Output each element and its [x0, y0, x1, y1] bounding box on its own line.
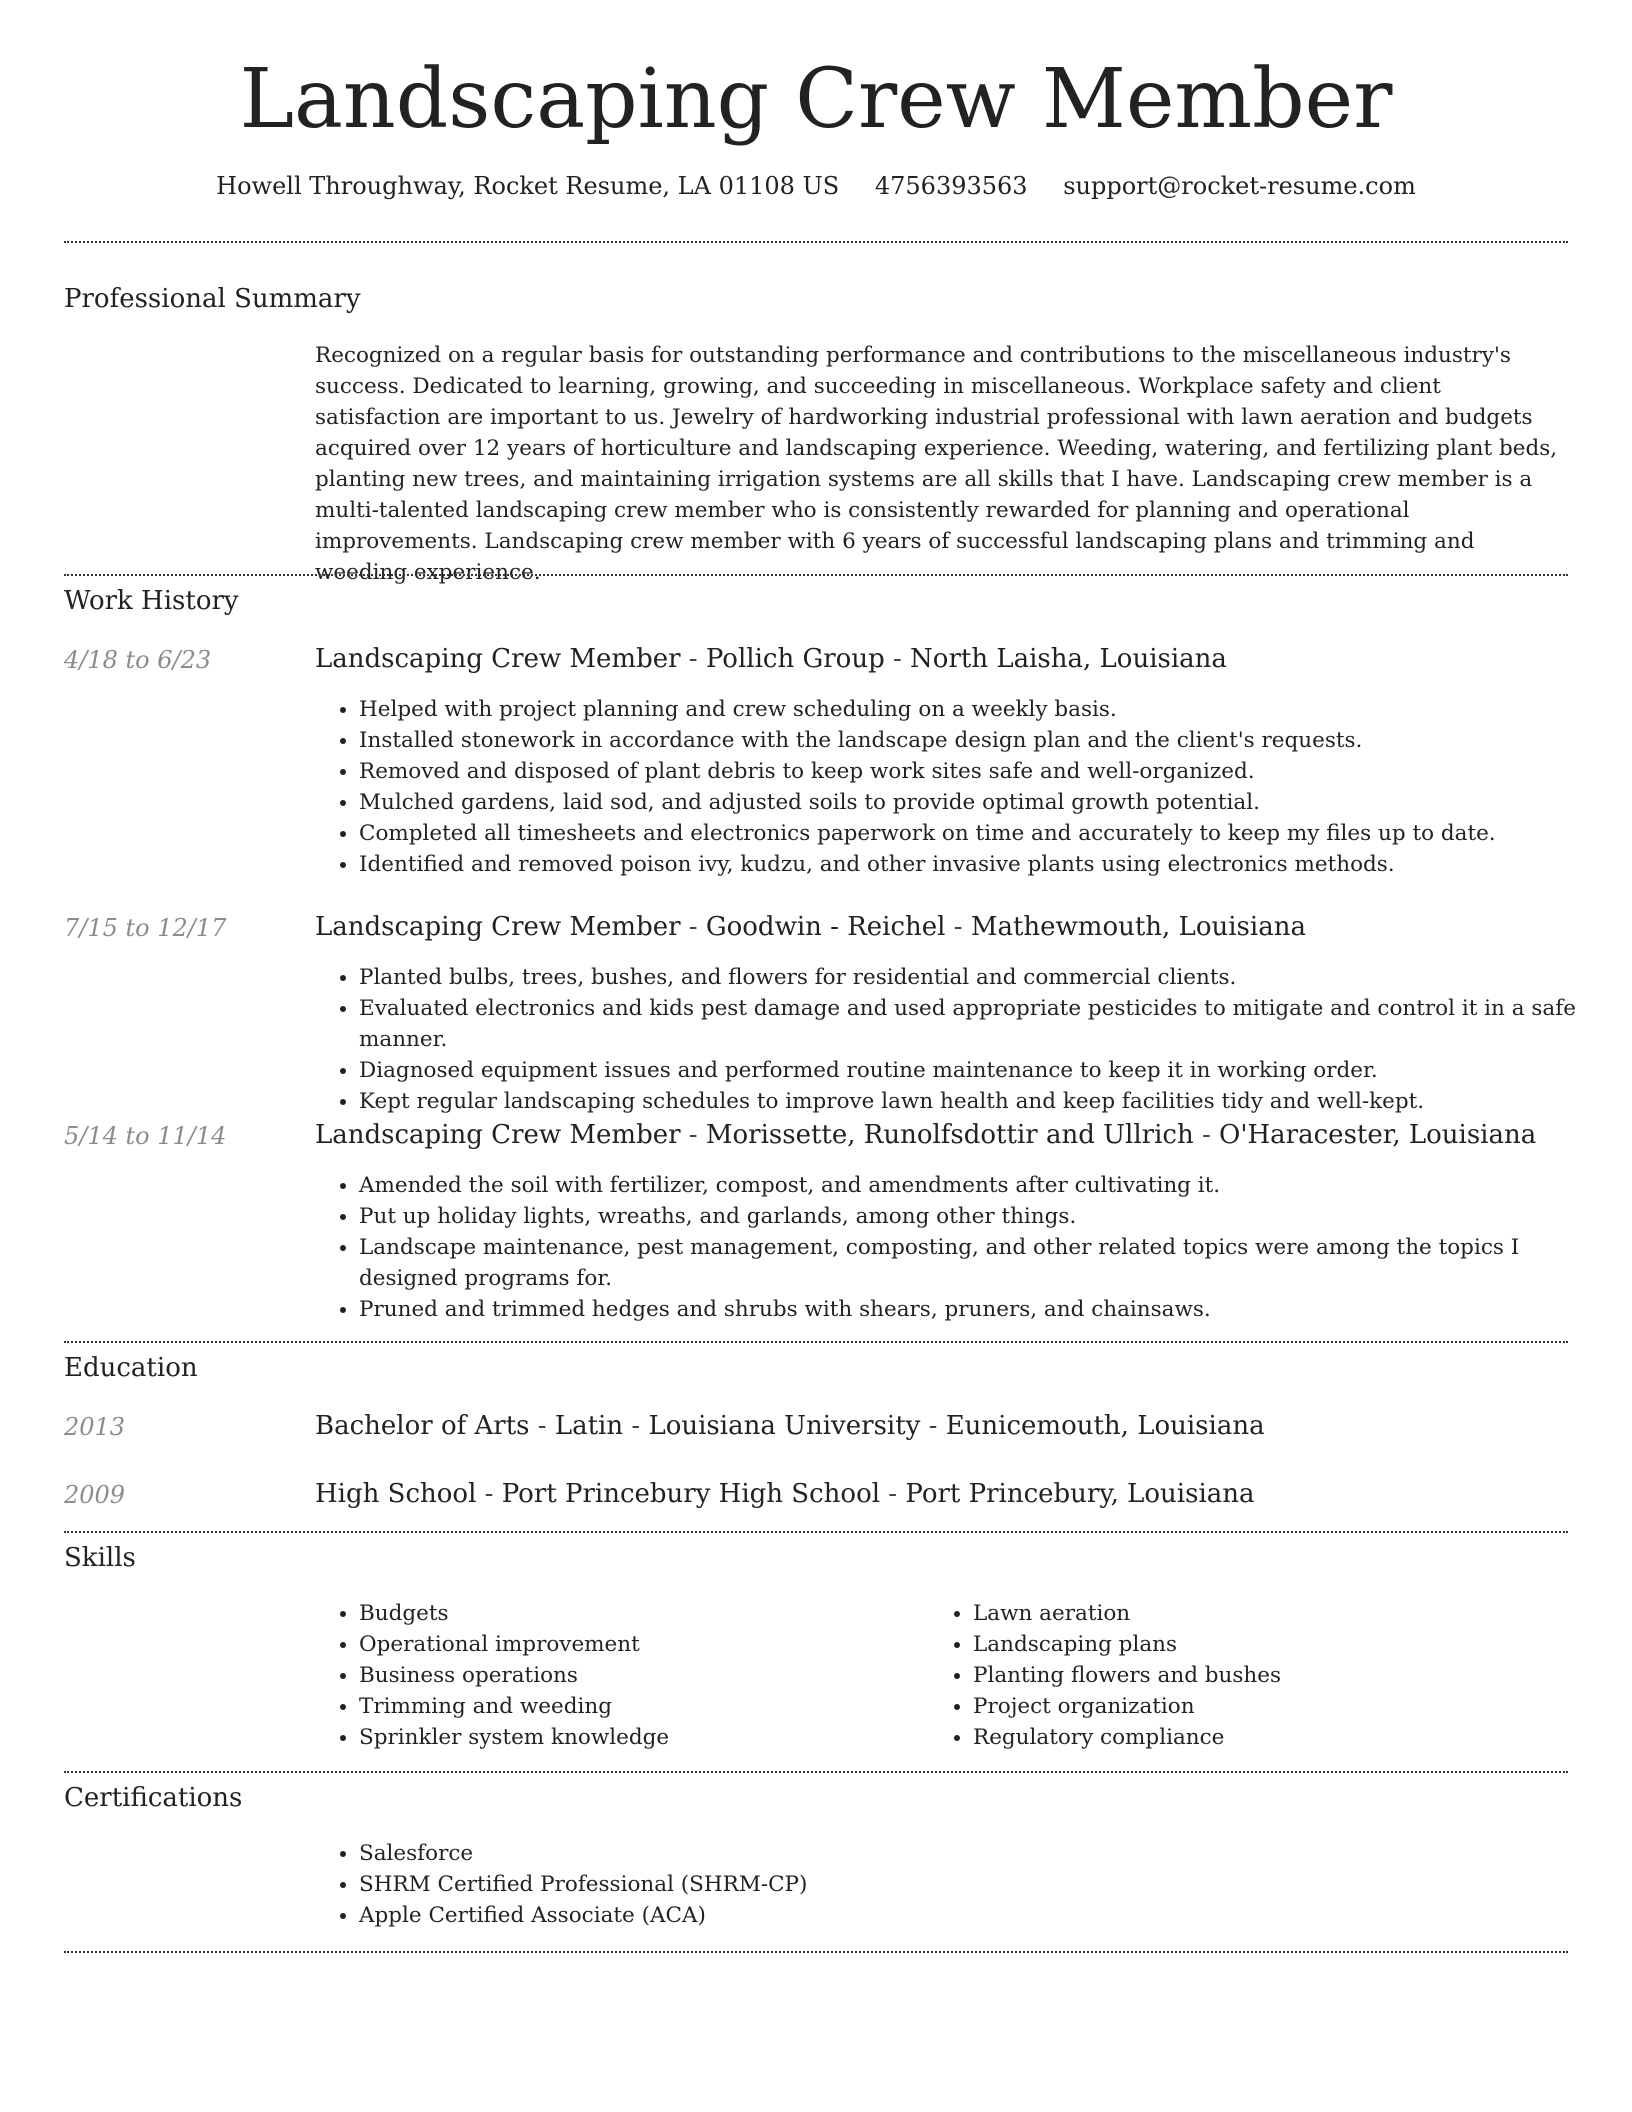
list-item: • Lawn aeration: [973, 1598, 1533, 1629]
list-item: • Put up holiday lights, wreaths, and garlands, among other things.: [359, 1201, 1574, 1232]
job-location: O'Haracester, Louisiana: [1219, 1120, 1537, 1150]
divider: [64, 241, 1568, 243]
list-item: • Operational improvement: [359, 1629, 919, 1660]
list-item: • Pruned and trimmed hedges and shrubs with shears, pruners, and chainsaws.: [359, 1294, 1574, 1325]
list-item: • Landscaping plans: [973, 1629, 1533, 1660]
list-item: • Diagnosed equipment issues and performed routine maintenance to keep it in working order.: [359, 1055, 1632, 1086]
education-location: Port Princebury, Louisiana: [905, 1479, 1255, 1509]
job-location: North Laisha, Louisiana: [910, 644, 1227, 674]
skills-title: Skills: [64, 1543, 136, 1573]
list-item: • Budgets: [359, 1598, 919, 1629]
job-bullets: [315, 962, 1632, 1117]
list-item: • Installed stonework in accordance with the landscape design plan and the client's requests.: [359, 725, 1496, 756]
list-item: • Planting flowers and bushes: [973, 1660, 1533, 1691]
education-degree: Bachelor of Arts: [315, 1411, 530, 1441]
list-item: • Regulatory compliance: [973, 1722, 1533, 1753]
education-location: Eunicemouth, Louisiana: [945, 1411, 1265, 1441]
job-role: Landscaping Crew Member: [315, 912, 681, 942]
certifications-title: Certifications: [64, 1783, 243, 1813]
list-item: • Project organization: [973, 1691, 1533, 1722]
contact-address: Howell Throughway, Rocket Resume, LA 01108 US: [216, 172, 840, 200]
list-item: • Trimming and weeding: [359, 1691, 919, 1722]
education-field: Latin: [554, 1411, 624, 1441]
skills-list-left: [315, 1598, 919, 1753]
job-dates: 4/18 to 6/23: [64, 646, 212, 674]
contact-email: support@rocket-resume.com: [1063, 172, 1416, 200]
list-item: • Business operations: [359, 1660, 919, 1691]
job-company: Pollich Group: [705, 644, 885, 674]
list-item: • Removed and disposed of plant debris to keep work sites safe and well-organized.: [359, 756, 1496, 787]
job-role: Landscaping Crew Member: [315, 644, 681, 674]
summary-title: Professional Summary: [64, 284, 361, 314]
job-bullets: [315, 694, 1496, 880]
education-school: Port Princebury High School: [501, 1479, 881, 1509]
education-title: Education: [64, 1353, 198, 1383]
divider: [64, 1531, 1568, 1533]
job-heading: Landscaping Crew Member - Pollich Group - North Laisha, Louisiana: [315, 644, 1227, 674]
job-company: Morissette, Runolfsdottir and Ullrich: [705, 1120, 1194, 1150]
list-item: • Helped with project planning and crew scheduling on a weekly basis.: [359, 694, 1496, 725]
job-company: Goodwin - Reichel: [705, 912, 946, 942]
education-entry: High School - Port Princebury High School - Port Princebury, Louisiana: [315, 1479, 1255, 1509]
certifications-list: [315, 1838, 807, 1931]
list-item: • Mulched gardens, laid sod, and adjusted soils to provide optimal growth potential.: [359, 787, 1496, 818]
resume-name: Landscaping Crew Member: [239, 52, 1393, 147]
divider: [64, 1771, 1568, 1773]
work-history-title: Work History: [64, 586, 239, 616]
list-item: • Completed all timesheets and electronics paperwork on time and accurately to keep my files up to date.: [359, 818, 1496, 849]
divider: [64, 1951, 1568, 1953]
education-year: 2013: [64, 1413, 126, 1441]
list-item: • Identified and removed poison ivy, kudzu, and other invasive plants using electronics methods.: [359, 849, 1496, 880]
list-item: • Sprinkler system knowledge: [359, 1722, 919, 1753]
education-year: 2009: [64, 1481, 126, 1509]
list-item: • Amended the soil with fertilizer, compost, and amendments after cultivating it.: [359, 1170, 1574, 1201]
education-school: Louisiana University: [648, 1411, 921, 1441]
job-bullets: [315, 1170, 1574, 1325]
job-heading: Landscaping Crew Member - Morissette, Runolfsdottir and Ullrich - O'Haracester, Louisiana: [315, 1120, 1537, 1150]
list-item: • Evaluated electronics and kids pest damage and used appropriate pesticides to mitigate and control it in a safe manner.: [359, 993, 1632, 1055]
summary-text: Recognized on a regular basis for outstanding performance and contributions to the miscellaneous industry's success. Dedicated to learning, growing, and succeeding in miscellaneous. Workplace safety and client satisfaction are important to us. Jewelry of hardworking industrial professional with lawn aeration and budgets acquired over 12 years of horticulture and landscaping experience. Weeding, watering, and fertilizing plant beds, planting new trees, and maintaining irrigation systems are all skills that I have. Landscaping crew member is a multi-talented landscaping crew member who is consistently rewarded for planning and operational improvements. Landscaping crew member with 6 years of successful landscaping plans and trimming and weeding experience.: [315, 343, 1558, 585]
list-item: • Kept regular landscaping schedules to improve lawn health and keep facilities tidy and well-kept.: [359, 1086, 1632, 1117]
contact-line: [0, 172, 1632, 200]
job-role: Landscaping Crew Member: [315, 1120, 681, 1150]
job-dates: 7/15 to 12/17: [64, 914, 227, 942]
list-item: • Salesforce: [359, 1838, 807, 1869]
education-degree: High School: [315, 1479, 477, 1509]
contact-phone: 4756393563: [874, 172, 1028, 200]
list-item: • Landscape maintenance, pest management, composting, and other related topics were among the topics I designed programs for.: [359, 1232, 1574, 1294]
job-heading: Landscaping Crew Member - Goodwin - Reichel - Mathewmouth, Louisiana: [315, 912, 1306, 942]
skills-list-right: [929, 1598, 1533, 1753]
job-location: Mathewmouth, Louisiana: [970, 912, 1306, 942]
divider: [64, 574, 1568, 576]
divider: [64, 1341, 1568, 1343]
list-item: • Apple Certified Associate (ACA): [359, 1900, 807, 1931]
job-dates: 5/14 to 11/14: [64, 1122, 227, 1150]
list-item: • SHRM Certified Professional (SHRM-CP): [359, 1869, 807, 1900]
education-entry: Bachelor of Arts - Latin - Louisiana University - Eunicemouth, Louisiana: [315, 1411, 1265, 1441]
list-item: • Planted bulbs, trees, bushes, and flowers for residential and commercial clients.: [359, 962, 1632, 993]
